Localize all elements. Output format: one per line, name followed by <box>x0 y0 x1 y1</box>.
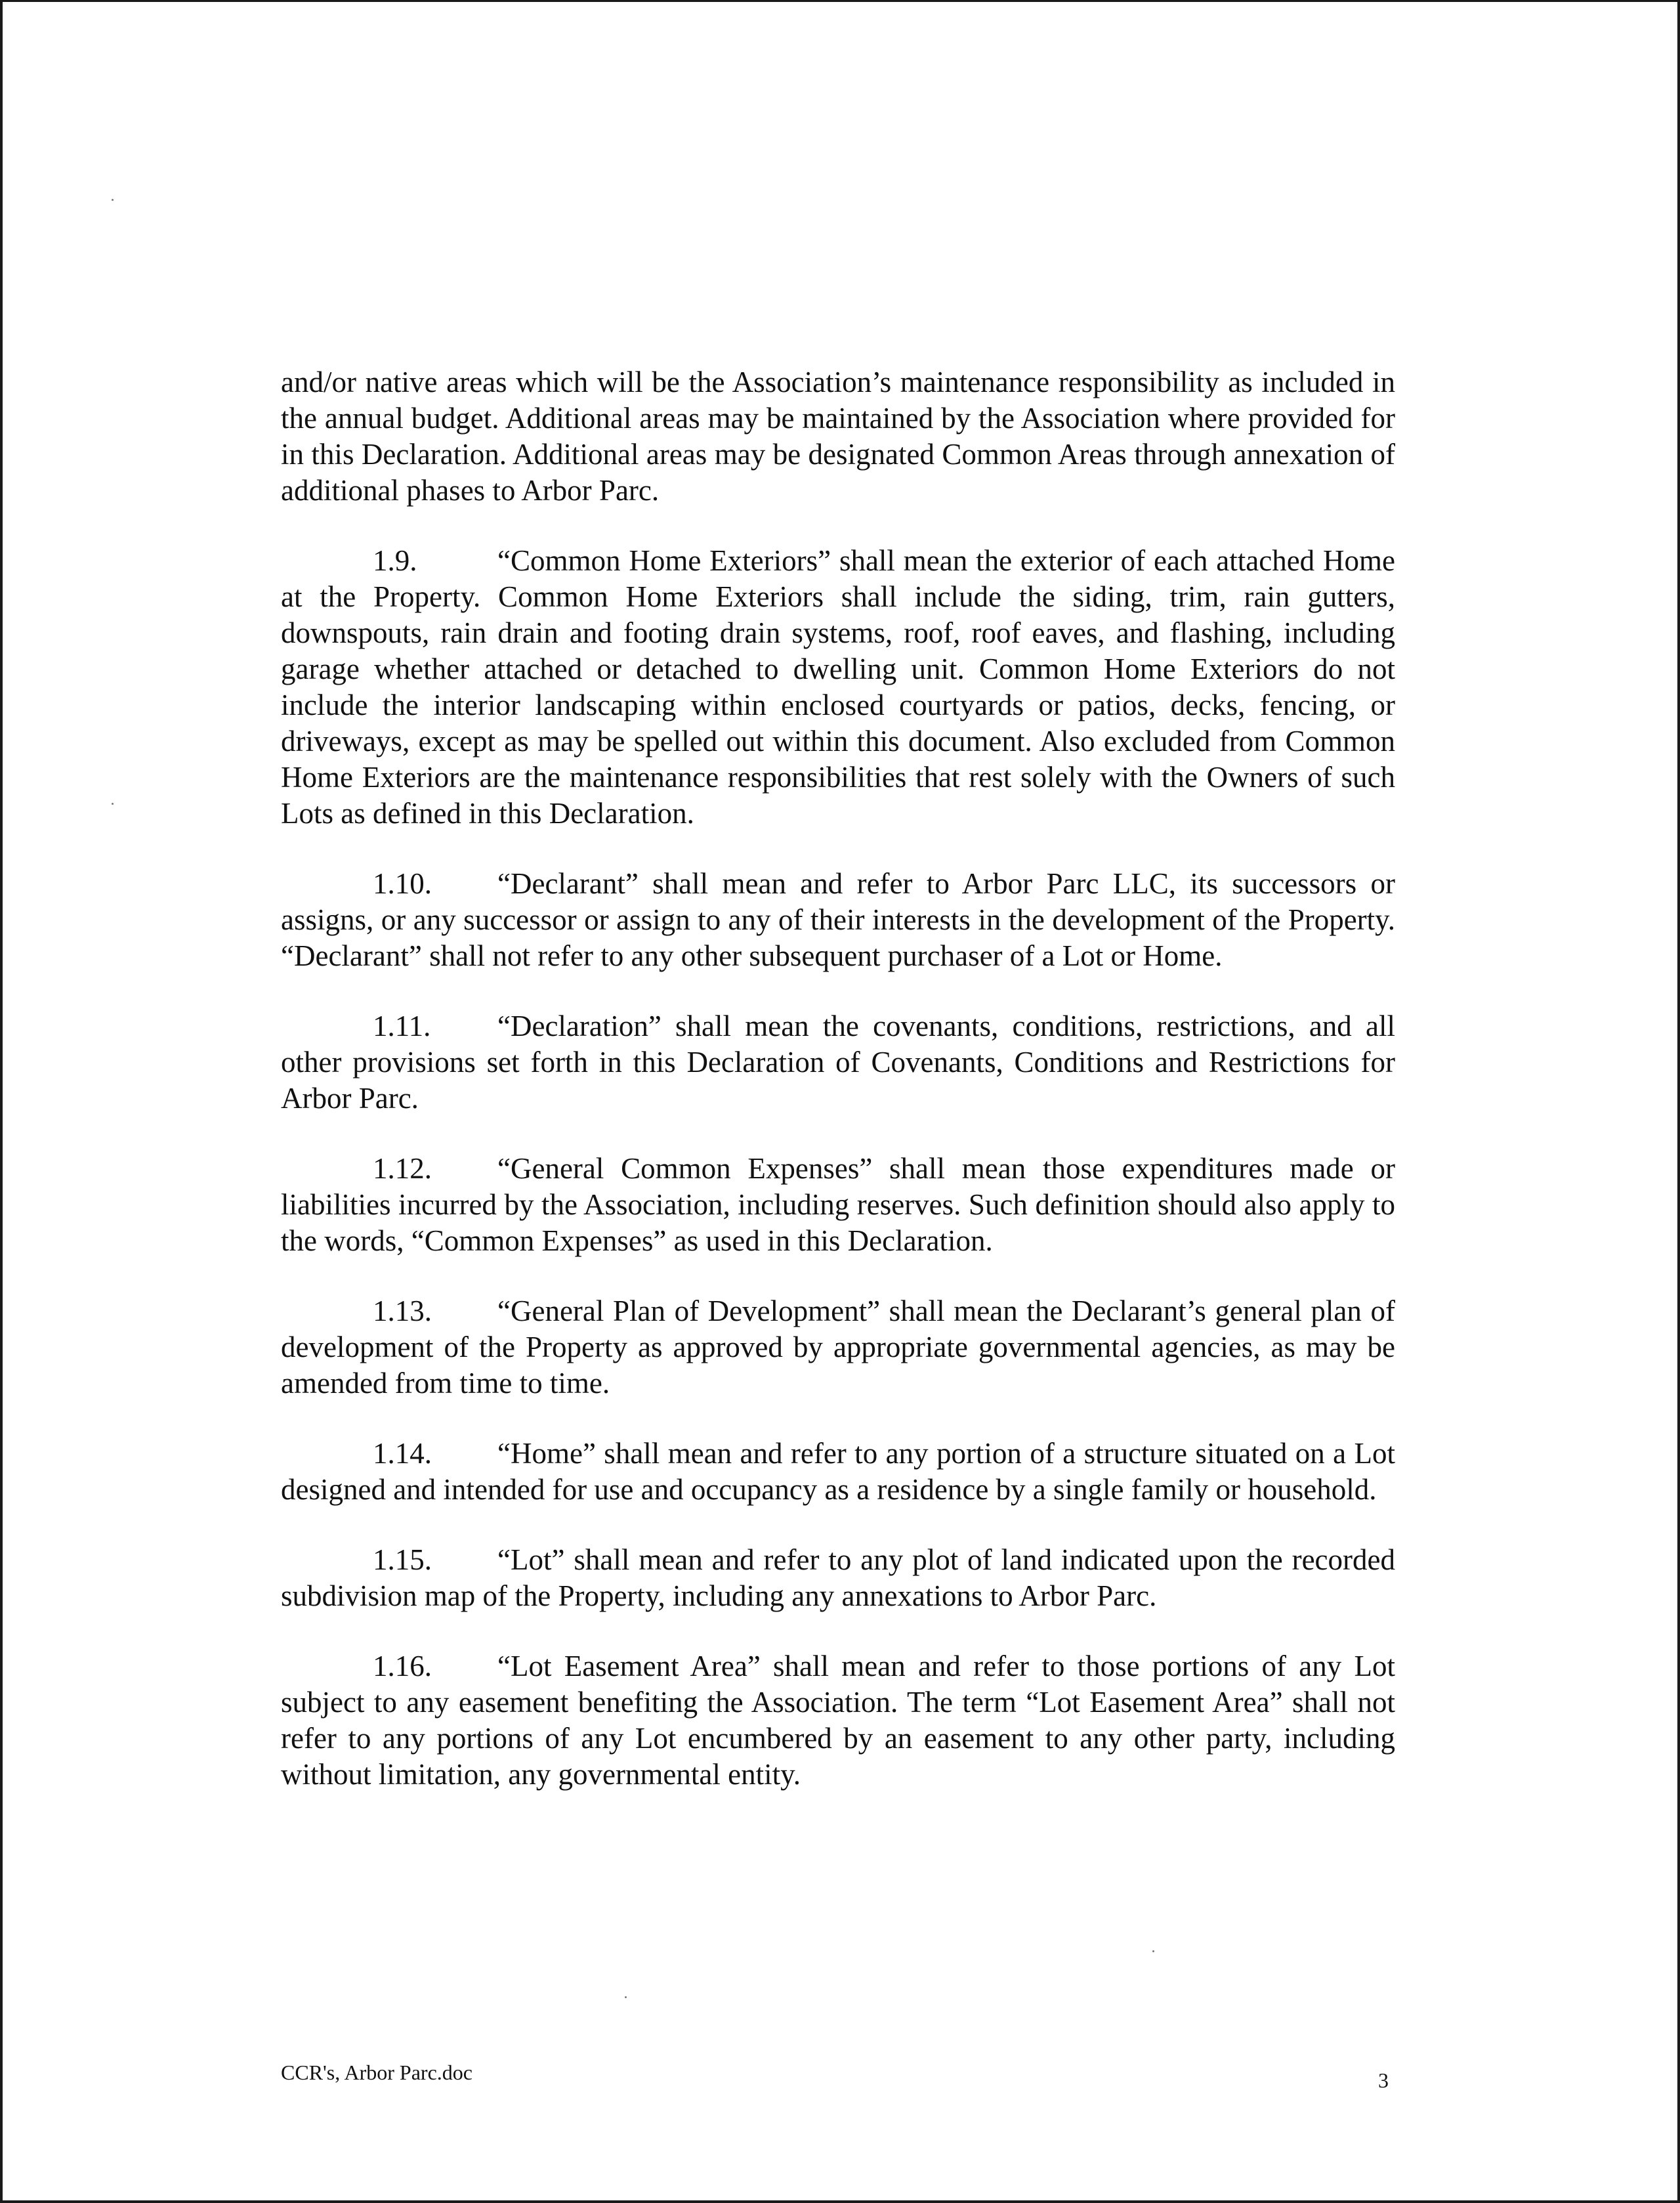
paragraph-1-9 <box>281 543 1395 832</box>
paragraph-1-13 <box>281 1293 1395 1401</box>
paragraph-text: and/or native areas which will be the Association’s maintenance responsibility as included in the annual budget. Additional areas may be maintained by the Association where provided for in this Declaration. Additional areas may be designated Common Areas through annexation of additional phases to Arbor Parc. <box>281 366 1395 507</box>
scan-speck <box>112 199 114 201</box>
footer-filename: CCR's, Arbor Parc.doc <box>281 2061 472 2084</box>
paragraph-1-15 <box>281 1542 1395 1614</box>
section-number: 1.12. <box>373 1152 432 1185</box>
paragraph-text: “Lot Easement Area” shall mean and refer to those portions of any Lot subject to any easement benefiting the Association. The term “Lot Easement Area” shall not refer to any portions of any Lot encumbered by an easement to any other party, including without limitation, any governmental entity. <box>281 1650 1395 1791</box>
paragraph-1-12 <box>281 1151 1395 1259</box>
paragraph-continuation <box>281 364 1395 509</box>
section-number: 1.16. <box>373 1650 432 1682</box>
paragraph-1-11 <box>281 1008 1395 1117</box>
paragraph-text: “General Common Expenses” shall mean those expenditures made or liabilities incurred by the Association, including reserves. Such definition should also apply to the words, “Common Expenses” as used in this Declaration. <box>281 1152 1395 1257</box>
scan-speck <box>112 803 114 805</box>
footer-page-number: 3 <box>1378 2068 1389 2092</box>
section-number: 1.11. <box>373 1010 431 1042</box>
paragraph-text: “Common Home Exteriors” shall mean the exterior of each attached Home at the Property. Common Home Exteriors shall include the siding, trim, rain gutters, downspouts, rain drain and footing drain systems, roof, roof eaves, and flashing, including garage whether attached or detached to dwelling unit. Common Home Exteriors do not include the interior landscaping within enclosed courtyards or patios, decks, fencing, or driveways, except as may be spelled out within this document. Also excluded from Common Home Exteriors are the maintenance responsibilities that rest solely with the Owners of such Lots as defined in this Declaration. <box>281 544 1395 830</box>
paragraph-text: “Declarant” shall mean and refer to Arbor Parc LLC, its successors or assigns, or any successor or assign to any of their interests in the development of the Property. “Declarant” shall not refer to any other subsequent purchaser of a Lot or Home. <box>281 867 1395 972</box>
paragraph-text: “Home” shall mean and refer to any portion of a structure situated on a Lot designed and intended for use and occupancy as a residence by a single family or household. <box>281 1437 1395 1506</box>
paragraph-text: “General Plan of Development” shall mean the Declarant’s general plan of development of the Property as approved by appropriate governmental agencies, as may be amended from time to time. <box>281 1294 1395 1400</box>
section-number: 1.10. <box>373 867 432 900</box>
section-number: 1.14. <box>373 1437 432 1470</box>
paragraph-1-14 <box>281 1436 1395 1508</box>
paragraph-1-10 <box>281 866 1395 974</box>
paragraph-text: “Lot” shall mean and refer to any plot of land indicated upon the recorded subdivision map of the Property, including any annexations to Arbor Parc. <box>281 1543 1395 1612</box>
section-number: 1.13. <box>373 1294 432 1327</box>
paragraph-1-16 <box>281 1648 1395 1793</box>
section-number: 1.15. <box>373 1543 432 1576</box>
document-body <box>281 364 1395 1827</box>
scan-speck <box>625 1996 627 1998</box>
section-number: 1.9. <box>373 544 417 577</box>
scan-speck <box>1152 1950 1154 1952</box>
paragraph-text: “Declaration” shall mean the covenants, conditions, restrictions, and all other provisions set forth in this Declaration of Covenants, Conditions and Restrictions for Arbor Parc. <box>281 1010 1395 1115</box>
